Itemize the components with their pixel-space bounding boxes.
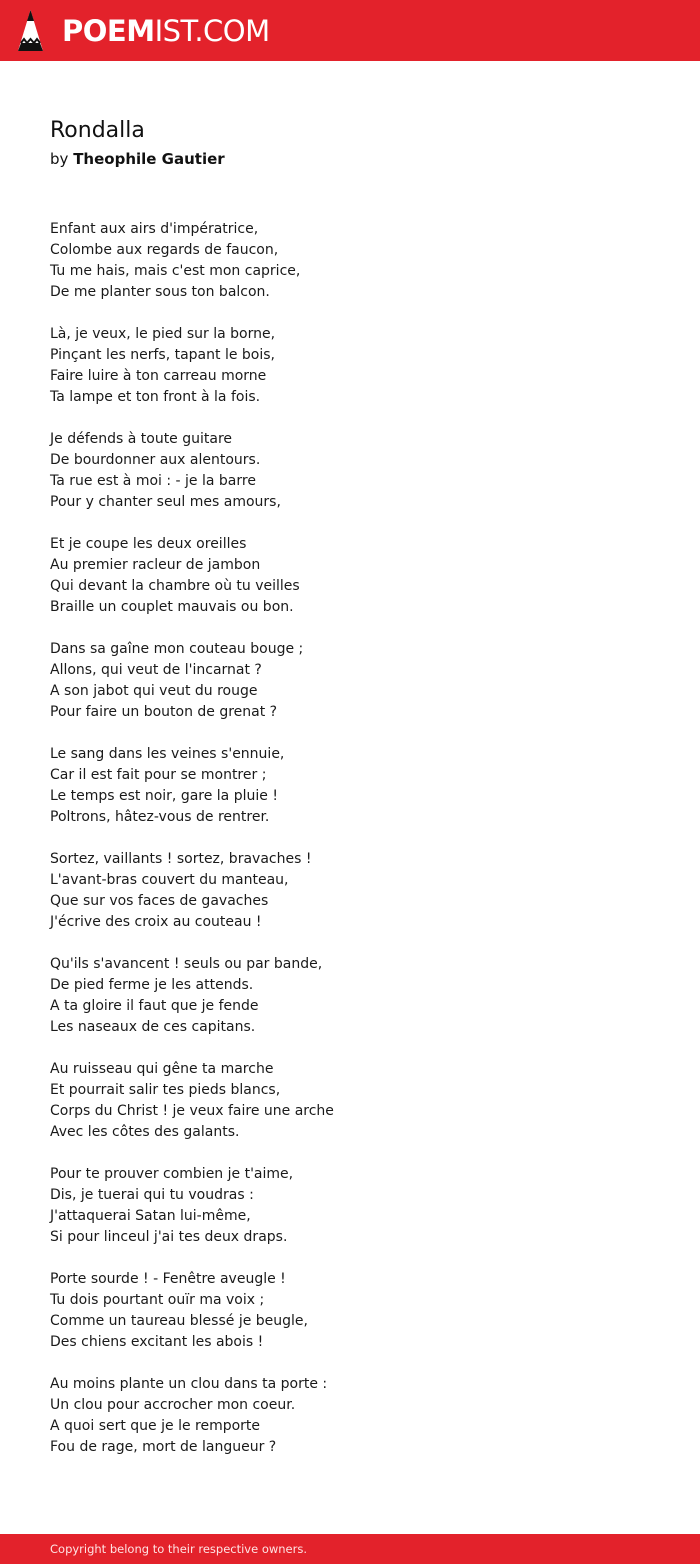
poem-line: Ta lampe et ton front à la fois. [50,389,261,405]
poem-line: Les naseaux de ces capitans. [50,1019,256,1035]
poem-stanza [50,1164,650,1248]
poem-line: Pour te prouver combien je t'aime, [50,1166,294,1182]
poem-line: De pied ferme je les attends. [50,977,254,993]
poem-body [50,219,650,1479]
poem-line: Et je coupe les deux oreilles [50,536,247,552]
poem-stanza [50,324,650,408]
poem-line: Dis, je tuerai qui tu voudras : [50,1187,254,1203]
poem-line: Corps du Christ ! je veux faire une arche [50,1103,334,1119]
author-name: Theophile Gautier [73,150,225,168]
poem-line: Tu me hais, mais c'est mon caprice, [50,263,301,279]
poem-line: J'attaquerai Satan lui-même, [50,1208,251,1224]
poem-line: Là, je veux, le pied sur la borne, [50,326,276,342]
poem-line: A quoi sert que je le remporte [50,1418,261,1434]
by-label: by [50,150,69,168]
poem-line: Braille un couplet mauvais ou bon. [50,599,294,615]
copyright-text: Copyright belong to their respective owners. [50,1542,308,1556]
poem-line: Des chiens excitant les abois ! [50,1334,264,1350]
poem-line: Pour y chanter seul mes amours, [50,494,281,510]
site-logo-text[interactable] [62,13,270,49]
pencil-icon[interactable] [17,9,44,53]
poem-line: Au moins plante un clou dans ta porte : [50,1376,328,1392]
poem-line: Au ruisseau qui gêne ta marche [50,1061,274,1077]
poem-line: J'écrive des croix au couteau ! [50,914,262,930]
poem-line: Colombe aux regards de faucon, [50,242,279,258]
poem-title: Rondalla [50,118,145,143]
poem-line: Je défends à toute guitare [50,431,233,447]
poem-line: Tu dois pourtant ouïr ma voix ; [50,1292,265,1308]
poem-stanza [50,1374,650,1458]
poem-line: De me planter sous ton balcon. [50,284,270,300]
poem-line: L'avant-bras couvert du manteau, [50,872,289,888]
site-footer [0,1534,700,1564]
poem-line: Car il est fait pour se montrer ; [50,767,267,783]
poem-line: Un clou pour accrocher mon coeur. [50,1397,296,1413]
poem-line: Porte sourde ! - Fenêtre aveugle ! [50,1271,286,1287]
poem-line: Faire luire à ton carreau morne [50,368,267,384]
poem-line: Comme un taureau blessé je beugle, [50,1313,308,1329]
poem-stanza [50,639,650,723]
poem-line: Et pourrait salir tes pieds blancs, [50,1082,281,1098]
poem-stanza [50,534,650,618]
poem-line: Poltrons, hâtez-vous de rentrer. [50,809,270,825]
poem-stanza [50,1059,650,1143]
poem-line: Dans sa gaîne mon couteau bouge ; [50,641,304,657]
poem-line: Pinçant les nerfs, tapant le bois, [50,347,275,363]
poem-line: Le sang dans les veines s'ennuie, [50,746,285,762]
poem-stanza [50,219,650,303]
poem-line: Si pour linceul j'ai tes deux draps. [50,1229,288,1245]
poem-byline [50,148,225,170]
poem-line: Qui devant la chambre où tu veilles [50,578,300,594]
poem-line: Enfant aux airs d'impératrice, [50,221,259,237]
poem-line: Avec les côtes des galants. [50,1124,240,1140]
poem-line: Allons, qui veut de l'incarnat ? [50,662,262,678]
poem-line: A ta gloire il faut que je fende [50,998,259,1014]
poem-stanza [50,429,650,513]
poem-line: Ta rue est à moi : - je la barre [50,473,256,489]
poem-stanza [50,1269,650,1353]
brand-bold-text: POEM [62,14,155,48]
poem-line: De bourdonner aux alentours. [50,452,261,468]
poem-line: Qu'ils s'avancent ! seuls ou par bande, [50,956,323,972]
poem-line: Au premier racleur de jambon [50,557,261,573]
poem-line: A son jabot qui veut du rouge [50,683,258,699]
poem-stanza [50,849,650,933]
poem-stanza [50,954,650,1038]
poem-line: Sortez, vaillants ! sortez, bravaches ! [50,851,312,867]
site-header [0,0,700,61]
poem-line: Fou de rage, mort de langueur ? [50,1439,277,1455]
poem-line: Que sur vos faces de gavaches [50,893,269,909]
poem-line: Le temps est noir, gare la pluie ! [50,788,278,804]
poem-line: Pour faire un bouton de grenat ? [50,704,278,720]
brand-light-text: IST.COM [154,14,270,48]
poem-stanza [50,744,650,828]
